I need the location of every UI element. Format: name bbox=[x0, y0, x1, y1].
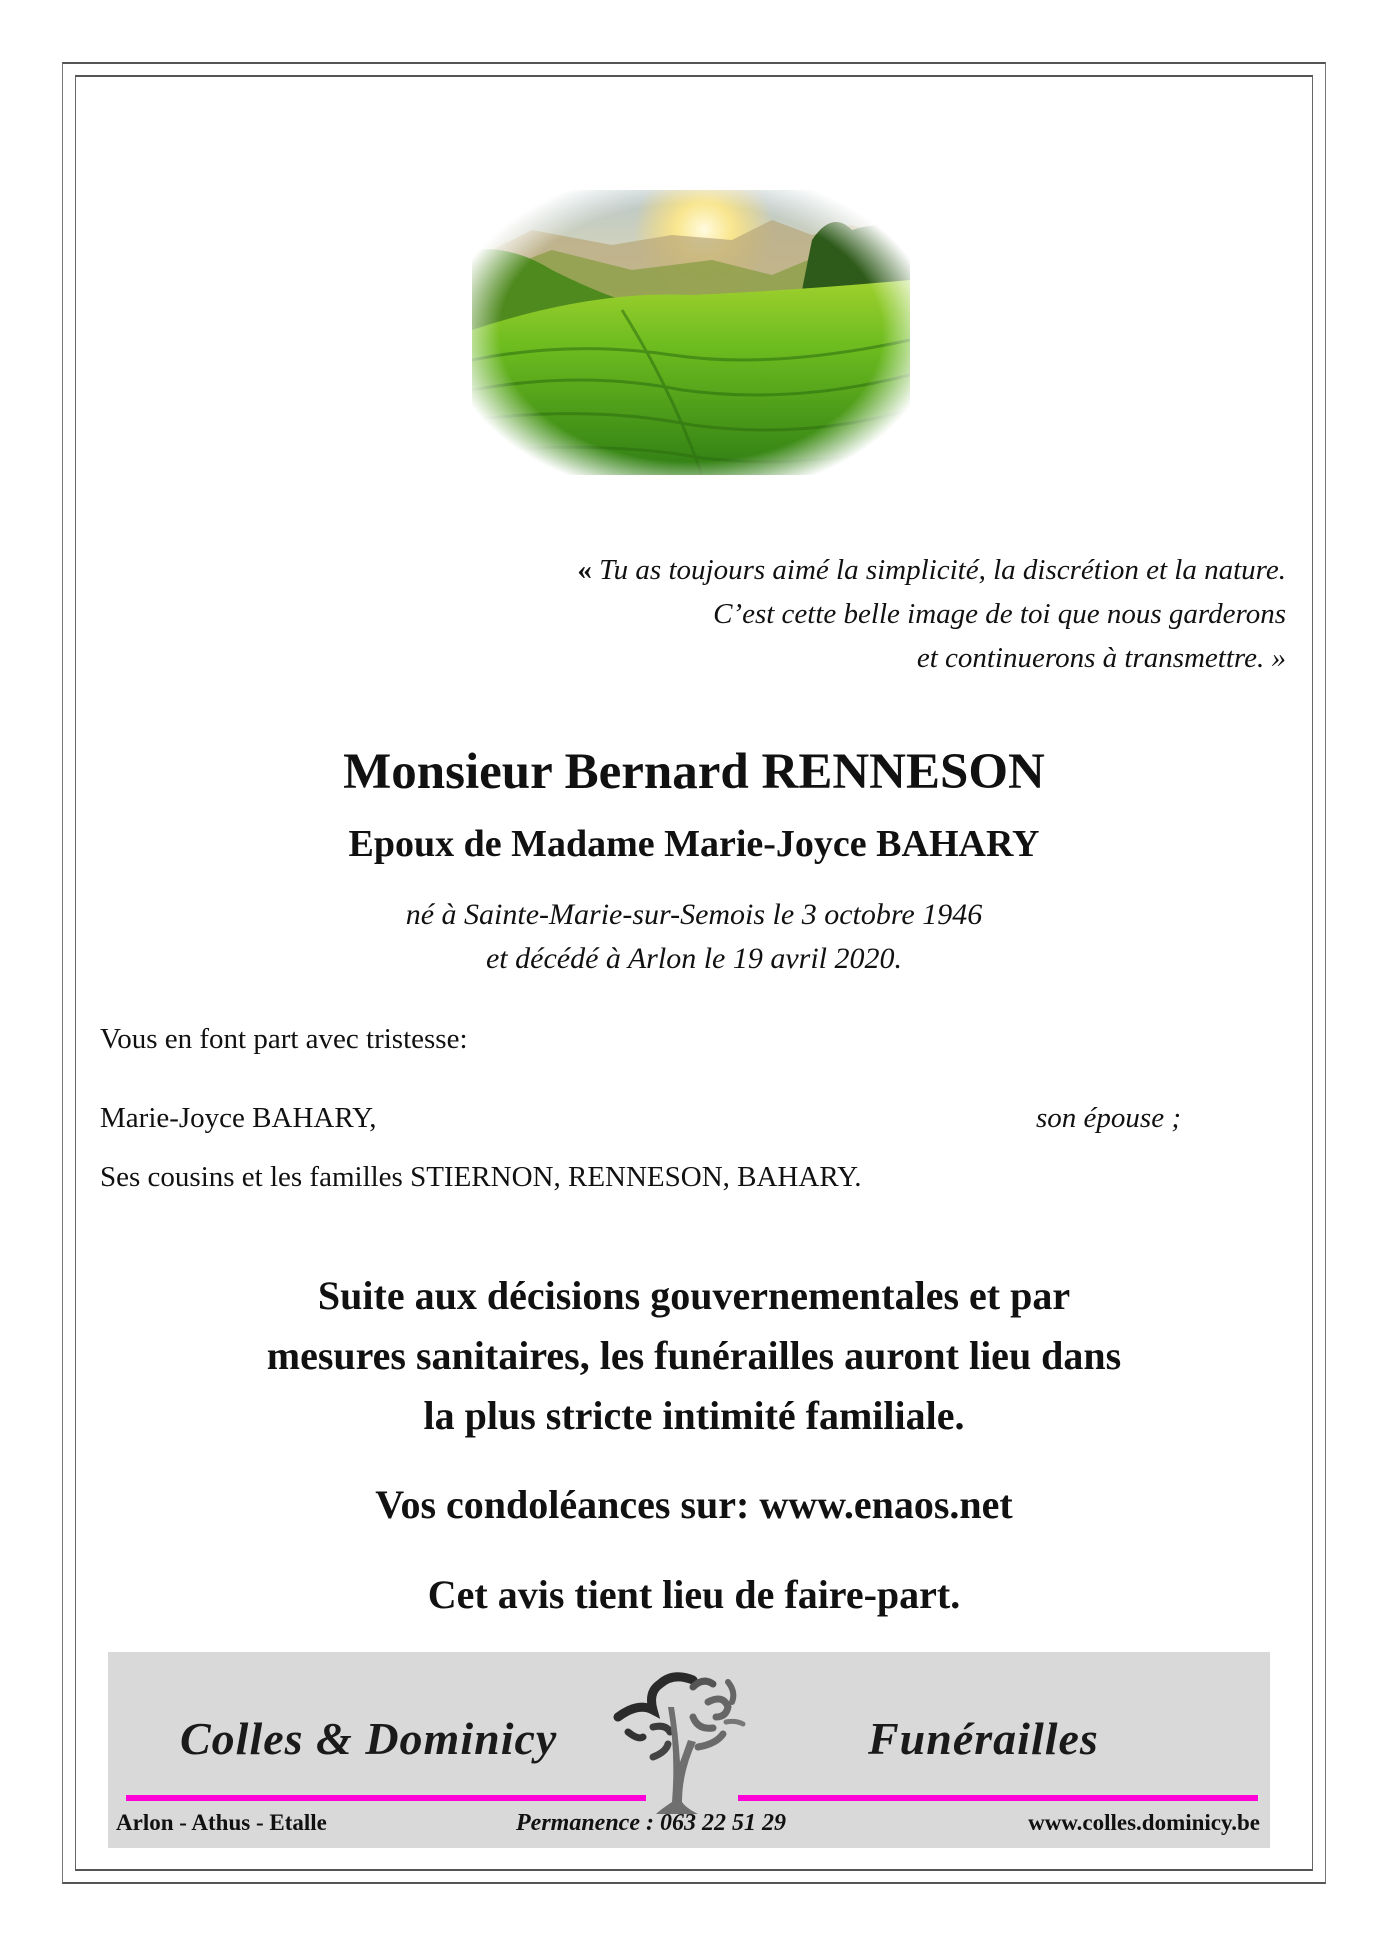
condolences-line: Vos condoléances sur: www.enaos.net bbox=[375, 1482, 1013, 1527]
brand-name: Colles & Dominicy bbox=[180, 1713, 558, 1764]
office-locations: Arlon - Athus - Etalle bbox=[116, 1810, 327, 1835]
notice-line-3: la plus stricte intimité familiale. bbox=[423, 1393, 965, 1438]
notice-line-1: Suite aux décisions gouvernementales et par bbox=[317, 1273, 1071, 1318]
opening-guillemet: « bbox=[577, 554, 592, 586]
birth-death-dates bbox=[75, 893, 1313, 981]
tree-icon bbox=[598, 1662, 748, 1822]
website-link[interactable]: www.colles.dominicy.be bbox=[1028, 1810, 1260, 1835]
faire-part-line: Cet avis tient lieu de faire-part. bbox=[427, 1572, 961, 1617]
permanence-phone[interactable]: Permanence : 063 22 51 29 bbox=[516, 1810, 786, 1836]
brand-service: Funérailles bbox=[868, 1713, 1099, 1764]
accent-rule-right bbox=[738, 1795, 1258, 1801]
mourner-relation: son épouse ; bbox=[1036, 1102, 1181, 1134]
birth-line: né à Sainte-Marie-sur-Semois le 3 octobre 1946 bbox=[405, 898, 983, 931]
family-line: Ses cousins et les familles STIERNON, RENNESON, BAHARY. bbox=[100, 1161, 862, 1193]
accent-rule-left bbox=[126, 1795, 646, 1801]
funeral-notice bbox=[75, 1266, 1313, 1446]
deceased-name: Monsieur Bernard RENNESON bbox=[343, 744, 1045, 800]
quote-line-1-text: Tu as toujours aimé la simplicité, la discrétion et la nature. bbox=[599, 554, 1286, 586]
quote-line-1 bbox=[386, 548, 1286, 592]
quote-line-2: C’est cette belle image de toi que nous garderons bbox=[713, 598, 1286, 630]
spouse-line: Epoux de Madame Marie-Joyce BAHARY bbox=[348, 823, 1040, 865]
landscape-photo-illustration bbox=[472, 190, 910, 475]
landscape-photo bbox=[472, 190, 910, 475]
notice-line-2: mesures sanitaires, les funérailles auront lieu dans bbox=[266, 1333, 1122, 1378]
memorial-quote bbox=[386, 548, 1286, 680]
mourner-row bbox=[100, 1098, 1220, 1138]
death-line: et décédé à Arlon le 19 avril 2020. bbox=[485, 942, 902, 975]
quote-line-3: et continuerons à transmettre. » bbox=[916, 642, 1286, 674]
mourner-name: Marie-Joyce BAHARY, bbox=[100, 1102, 377, 1134]
announcement-intro: Vous en font part avec tristesse: bbox=[100, 1023, 468, 1055]
funeral-home-banner bbox=[108, 1652, 1270, 1848]
